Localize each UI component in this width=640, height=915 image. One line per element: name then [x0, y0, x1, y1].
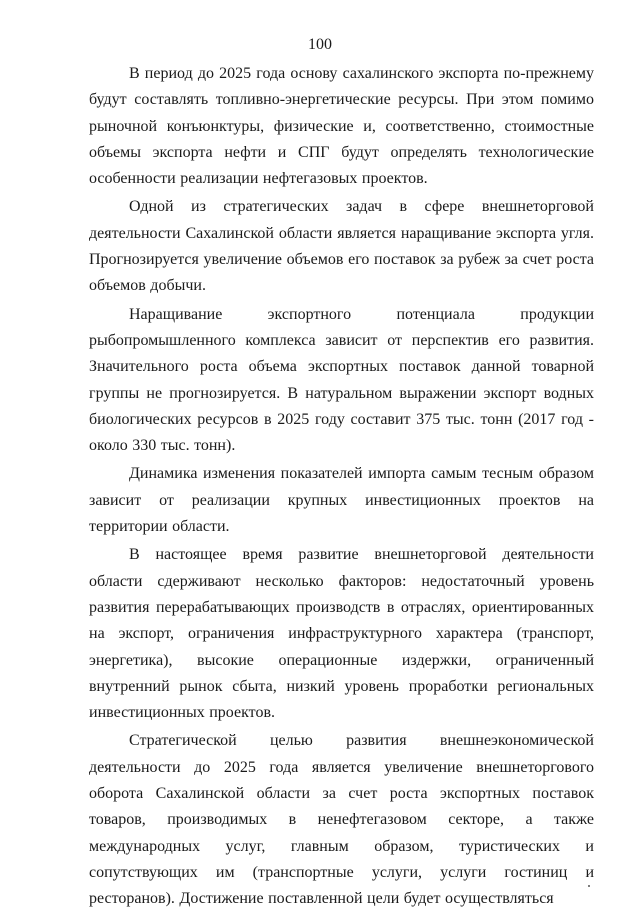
page-number: 100: [308, 36, 332, 53]
body-text: [89, 61, 594, 915]
paragraph-fuel-exports: В период до 2025 года основу сахалинского экспорта по-прежнему будут составлять топливно-энергетические ресурсы. При этом помимо рыночной конъюнктуры, физические и, соответственно, стоимостные объемы экспорта нефти и СПГ будут определять технологические особенности реализации нефтегазовых проектов.: [89, 65, 594, 188]
paragraph-strategic-goal: Стратегической целью развития внешнеэкономической деятельности до 2025 года является увеличение внешнеторгового оборота Сахалинской области за счет роста экспортных поставок товаров, производимых в ненефтегазовом секторе, а также международных услуг, главным образом, туристических и сопутствующих им (транспортные услуги, услуги гостиниц и ресторанов). Достижение поставленной цели будет осуществляться: [89, 732, 594, 908]
paragraph-constraining-factors: В настоящее время развитие внешнеторговой деятельности области сдерживают несколько факторов: недостаточный уровень развития перерабатывающих производств в отраслях, ориентированных на экспорт, ограничения инфраструктурного характера (транспорт, энергетика), высокие операционные издержки, ограниченный внутренний рынок сбыта, низкий уровень проработки региональных инвестиционных проектов.: [89, 546, 594, 722]
paragraph-fishery-exports: Наращивание экспортного потенциала продукции рыбопромышленного комплекса зависит от перспектив его развития. Значительного роста объема экспортных поставок данной товарной группы не прогнозируется. В натуральном выражении экспорт водных биологических ресурсов в 2025 году составит 375 тыс. тонн (2017 год - около 330 тыс. тонн).: [89, 305, 594, 455]
paragraph-coal-exports: Одной из стратегических задач в сфере внешнеторговой деятельности Сахалинской области является наращивание экспорта угля. Прогнозируется увеличение объемов его поставок за рубеж за счет роста объемов добычи.: [89, 198, 594, 295]
paragraph-import-dynamics: Динамика изменения показателей импорта самым тесным образом зависит от реализации крупных инвестиционных проектов на территории области.: [89, 465, 594, 536]
scan-speck: [588, 885, 590, 887]
